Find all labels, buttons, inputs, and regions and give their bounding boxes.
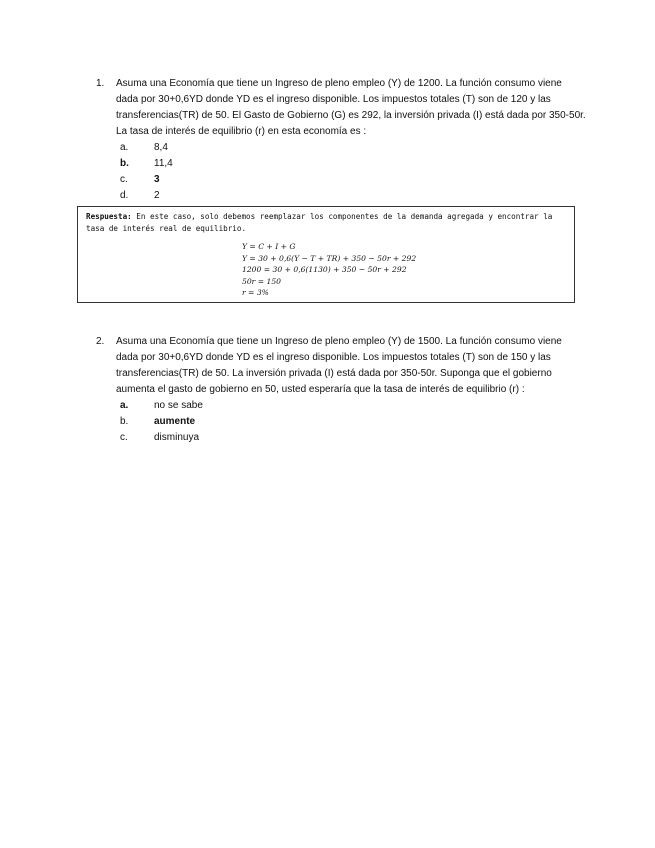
option-text: 8,4: [154, 142, 168, 153]
option-letter: b.: [120, 416, 129, 427]
option-c: [116, 430, 586, 446]
option-c: [116, 172, 586, 188]
equation-line: Y = 30 + 0,6(Y − T + TR) + 350 − 50r + 292: [242, 253, 417, 263]
question-2: [96, 334, 586, 446]
option-text: 11,4: [154, 158, 173, 169]
equations: [242, 241, 416, 299]
option-text: no se sabe: [154, 400, 203, 411]
question-2-number: 2.: [96, 336, 105, 347]
option-letter: b.: [120, 158, 129, 169]
question-2-text: Asuma una Economía que tiene un Ingreso de pleno empleo (Y) de 1500. La función consumo viene dada por 30+0,6YD donde YD es el ingreso disponible. Los impuestos totales (T) son de 150 y las transferencias(TR) de 50. La inversión privada (I) está dada por 350-50r. Suponga que el gobierno aumenta el gasto de gobierno en 50, usted esperaría que la tasa de interés de equilibrio (r) :: [116, 336, 562, 395]
question-1: [96, 76, 586, 204]
option-d: [116, 188, 586, 204]
option-text: disminuya: [154, 432, 200, 443]
option-b: [116, 156, 586, 172]
option-letter: a.: [120, 400, 129, 411]
option-letter: c.: [120, 174, 128, 185]
option-text: 2: [154, 190, 160, 201]
answer-label: Respuesta:: [86, 212, 132, 221]
option-letter: a.: [120, 142, 129, 153]
option-a: [116, 140, 586, 156]
equation-line: 50r = 150: [242, 276, 281, 286]
option-text: aumente: [154, 416, 196, 427]
answer-box: [77, 206, 575, 303]
question-1-options: [116, 140, 586, 204]
option-text: 3: [154, 174, 160, 185]
option-b: [116, 414, 586, 430]
question-2-options: [116, 398, 586, 446]
question-1-number: 1.: [96, 78, 105, 89]
answer-text: En este caso, solo debemos reemplazar los componentes de la demanda agregada y encontrar la tasa de interés real de equilibrio.: [86, 212, 553, 233]
equation-line: r = 3%: [242, 288, 269, 298]
option-letter: c.: [120, 432, 128, 443]
option-a: [116, 398, 586, 414]
equation-line: 1200 = 30 + 0,6(1130) + 350 − 50r + 292: [242, 265, 407, 275]
equation-line: Y = C + I + G: [242, 242, 296, 251]
option-letter: d.: [120, 190, 129, 201]
question-1-text: Asuma una Economía que tiene un Ingreso de pleno empleo (Y) de 1200. La función consumo viene dada por 30+0,6YD donde YD es el ingreso disponible. Los impuestos totales (T) son de 120 y las transferencias(TR) de 50. El Gasto de Gobierno (G) es 292, la inversión privada (I) está dada por 350-50r. La tasa de interés de equilibrio (r) en esta economía es :: [116, 78, 586, 137]
answer-text-block: [86, 211, 566, 235]
